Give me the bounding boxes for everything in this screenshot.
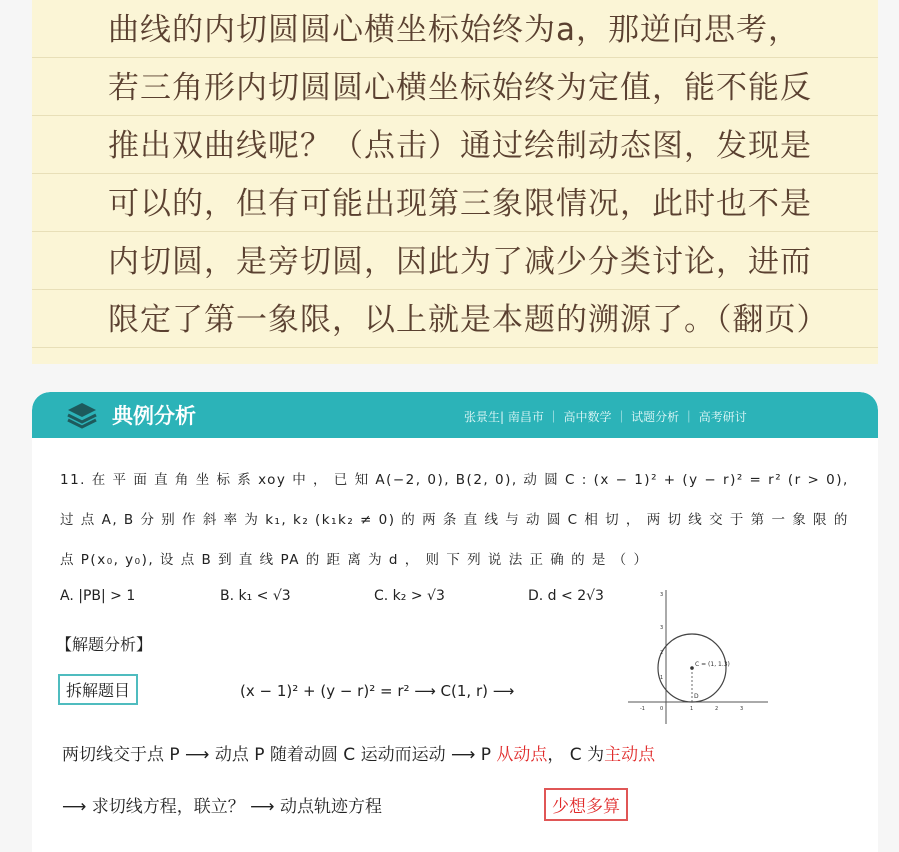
reasoning-row-1 [62, 740, 655, 765]
slave-point-label: 从动点 [496, 745, 548, 765]
option-c: C. k₂ > √3 [374, 588, 445, 604]
reasoning-row-2: ⟶ 求切线方程，联立？ ⟶ 动点轨迹方程 [62, 797, 382, 817]
question-line-1: 11. 在 平 面 直 角 坐 标 系 xoy 中 ， 已 知 A(−2, 0), B(2, 0), 动 圆 C : (x − 1)² + (y − r)² = r² (r > 0), [60, 472, 849, 488]
x-tick-2: 2 [715, 706, 719, 712]
example-card [32, 392, 878, 852]
x-tick-neg: -1 [640, 706, 645, 712]
notes-line-5: 内切圆，是旁切圆，因此为了减少分类讨论，进而 [108, 244, 812, 280]
x-tick-1: 1 [690, 706, 694, 712]
notes-line-6: 限定了第一象限，以上就是本题的溯源了。（翻页） [108, 302, 829, 338]
banner-meta: 张景生| 南昌市 ｜ 高中数学 ｜ 试题分析 ｜ 高考研讨 [464, 410, 747, 424]
x-tick-0: 0 [660, 706, 664, 712]
breakdown-box: 拆解题目 [58, 674, 138, 705]
option-a: A. |PB| > 1 [60, 588, 136, 604]
question-line-3: 点 P(x₀, y₀), 设 点 B 到 直 线 PA 的 距 离 为 d ， 则 下 列 说 法 正 确 的 是 （ ） [60, 552, 649, 568]
think-less-box: 少想多算 [544, 788, 628, 821]
section-banner [32, 392, 878, 438]
d-label: D [694, 693, 699, 700]
center-label: C = (1, 1.3) [695, 661, 730, 668]
circle-graph [622, 586, 772, 726]
notes-line-4: 可以的，但有可能出现第三象限情况，此时也不是 [108, 186, 812, 222]
master-point-label: 主动点 [604, 745, 656, 765]
y-tick-1: 1 [660, 675, 664, 681]
y-tick-3: 3 [660, 625, 664, 631]
option-d: D. d < 2√3 [528, 588, 604, 604]
notes-line-3: 推出双曲线呢？（点击）通过绘制动态图，发现是 [108, 128, 812, 164]
y-top-label: 3 [660, 592, 664, 598]
y-tick-2: 2 [660, 650, 664, 656]
analysis-heading: 【解题分析】 [56, 635, 153, 654]
reasoning-row-1-text: 两切线交于点 P ⟶ 动点 P 随着动圆 C 运动而运动 ⟶ P [62, 745, 497, 765]
notes-line-2: 若三角形内切圆圆心横坐标始终为定值，能不能反 [108, 70, 812, 106]
circle-equation: (x − 1)² + (y − r)² = r² ⟶ C(1, r) ⟶ [240, 682, 515, 700]
banner-title: 典例分析 [112, 404, 196, 428]
notes-panel [32, 0, 878, 364]
option-b: B. k₁ < √3 [220, 588, 291, 604]
x-tick-3: 3 [740, 706, 744, 712]
layers-icon [66, 401, 98, 429]
notes-line-1: 曲线的内切圆圆心横坐标始终为a，那逆向思考， [108, 12, 800, 48]
question-line-2: 过 点 A, B 分 别 作 斜 率 为 k₁, k₂ (k₁k₂ ≠ 0) 的 两 条 直 线 与 动 圆 C 相 切 ， 两 切 线 交 于 第 一 象 限 的 [60, 512, 849, 528]
reasoning-row-1-mid: ， C 为 [547, 745, 605, 765]
